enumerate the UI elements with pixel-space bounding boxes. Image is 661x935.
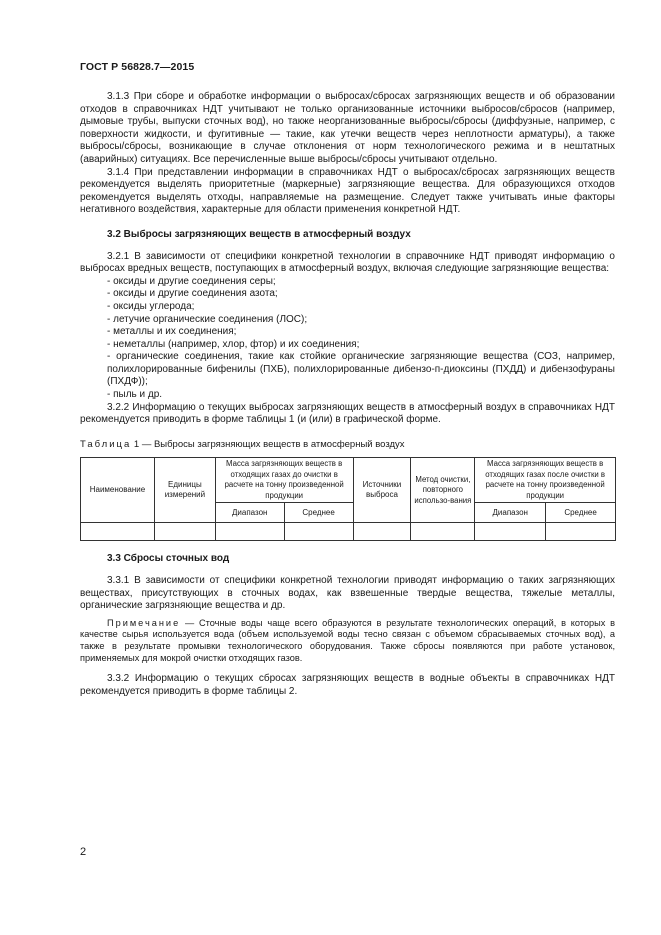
subheader-range: Диапазон [475,503,546,523]
table-caption [80,439,615,452]
list-item [80,351,615,389]
table-cell [353,523,411,541]
table-cell [284,523,353,541]
table-cell [546,523,616,541]
paragraph-3-1-4: 3.1.4 При представлении информации в справочниках НДТ о выбросах/сбросах загрязняющих веществ рекомендуется выделять приоритетные (маркерные) загрязняющие вещества. Для образующихся отходов рекомендуется выделять отходы, направляемые на размещение. Следует также учитывать иные факторы негативного воздействия, характерные для области применения конкретной НДТ. [80,166,615,216]
paragraph-3-1-3: 3.1.3 При сборе и обработке информации о выбросах/сбросах загрязняющих веществ и об образовании отходов в справочниках НДТ учитывают не только организованные источники выбросов/сбросов (например, дымовые трубы, выпуски сточных вод), но также неорганизованные выбросы/сбросы (диффузные, например, с поверхности жидкости, и фугитивные — такие, как утечки веществ через неплотности арматуры), а также выбросы/сбросы, возникающие в случае отклонения от норм технологического режима и в нештатных (аварийных) ситуациях. Все перечисленные выше выбросы/сбросы учитывают отдельно. [80,91,615,165]
list-item: - оксиды и другие соединения серы; [107,275,276,287]
page-number: 2 [80,846,87,858]
subheader-average: Среднее [546,503,616,523]
table-cell [154,523,215,541]
table-cell [411,523,475,541]
table-caption-text: 1 — Выбросы загрязняющих веществ в атмосферный воздух [133,438,405,450]
column-header-method: Метод очистки, повторного использо-вания [411,458,475,523]
document-header: ГОСТ Р 56828.7—2015 [80,61,195,73]
table-caption-label: Таблица [80,438,132,450]
paragraph-3-3-2: 3.3.2 Информацию о текущих сбросах загрязняющих веществ в водные объекты в справочниках НДТ рекомендуется приводить в форме таблицы 2. [80,673,615,697]
list-item-text: - органические соединения, такие как стойкие органические загрязняющие вещества (СОЗ, например, полихлорированные бифенилы (ПХБ), полихлорированные дибензо-п-диоксины (ПХДД) и дибензофураны (ПХДФ)); [107,351,615,388]
document-body [80,91,615,698]
column-header-mass-before: Масса загрязняющих веществ в отходящих газах до очистки в расчете на тонну произведенной продукции [215,458,353,503]
table-cell [81,523,155,541]
table-row [81,523,616,541]
section-heading-3-2: 3.2 Выбросы загрязняющих веществ в атмосферный воздух [107,228,411,240]
paragraph-3-2-1: 3.2.1 В зависимости от специфики конкретной технологии в справочнике НДТ приводят информацию о выбросах вредных веществ, поступающих в атмосферный воздух, включая следующие загрязняющие вещества: [80,250,615,275]
table-cell [475,523,546,541]
column-header-unit: Единицы измерений [154,458,215,523]
list-item: - металлы и их соединения; [107,326,237,338]
paragraph-3-3-1: 3.3.1 В зависимости от специфики конкретной технологии приводят информацию о таких загрязняющих веществах, присутствующих в сточных водах, как взвешенные твердые вещества, тяжелые металлы, органические загрязняющие вещества и др. [80,575,615,612]
section-heading-3-3: 3.3 Сбросы сточных вод [107,553,230,565]
list-item: - летучие органические соединения (ЛОС); [107,313,308,325]
note [80,618,615,664]
list-item: - оксиды углерода; [107,300,195,312]
emissions-table [80,457,616,541]
note-label: Примечание [107,617,181,628]
list-item: - неметаллы (например, хлор, фтор) и их соединения; [107,338,360,350]
note-text: — Сточные воды чаще всего образуются в результате технологических операций, в которых в качестве сырья используется вода (объем используемой воды тесно связан с объемом сбрасываемых сточных вод), а также в результате промывки технологического оборудования. Также сбросы появляются при работе установок, применяемых для мокрой очистки отходящих газов. [80,617,615,663]
list-item: - оксиды и другие соединения азота; [107,288,278,300]
list-item: - пыль и др. [107,389,163,401]
column-header-name: Наименование [81,458,155,523]
subheader-average: Среднее [284,503,353,523]
pollutant-list [80,276,615,402]
column-header-mass-after: Масса загрязняющих веществ в отходящих газах после очистки в расчете на тонну произведенной продукции [475,458,616,503]
table-cell [215,523,284,541]
column-header-sources: Источники выброса [353,458,411,523]
paragraph-3-2-2: 3.2.2 Информацию о текущих выбросах загрязняющих веществ в атмосферный воздух в справочниках НДТ рекомендуется приводить в форме таблицы 1 (и (или) в графической форме. [80,401,615,426]
subheader-range: Диапазон [215,503,284,523]
